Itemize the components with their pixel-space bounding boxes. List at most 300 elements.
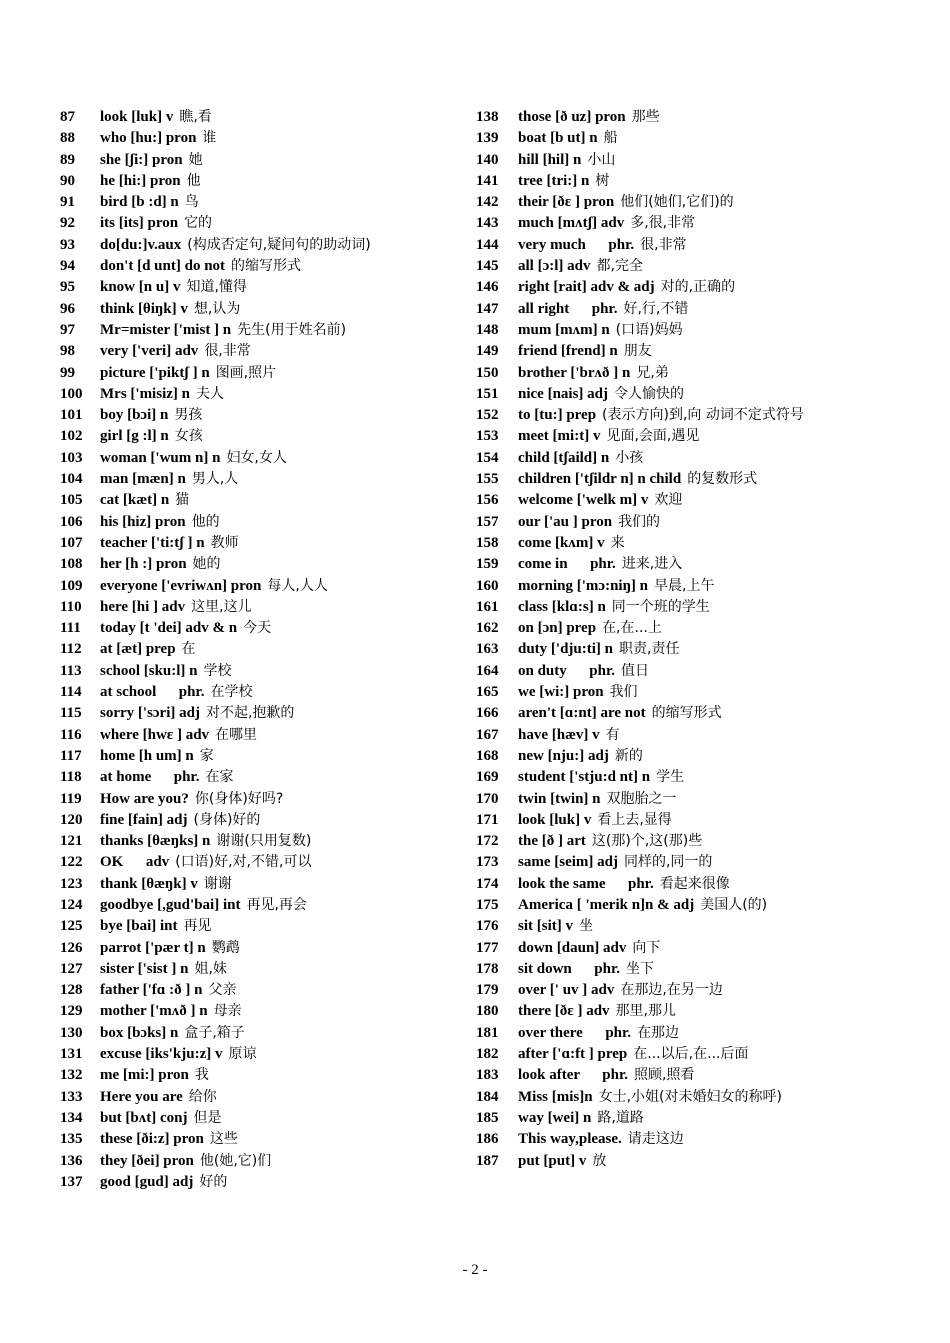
entry-meaning: 盒子,箱子 [184,1024,245,1041]
entry-number: 94 [60,258,75,275]
entry-meaning: 女孩 [174,428,203,445]
entry-number: 137 [60,1173,83,1190]
entry-word: America [ 'merik n]n & adj [518,896,695,913]
entry-word: today [t 'dei] adv & n [100,620,238,637]
entry-meaning: 的缩写形式 [651,705,722,722]
entry-meaning: 对不起,抱歉的 [205,705,295,722]
entry-word: sorry ['sɔri] adj [100,705,200,722]
entry-word: these [ði:z] pron [100,1131,204,1148]
entry-number: 133 [60,1088,83,1105]
entry-number: 181 [476,1024,499,1041]
entry-meaning: 同样的,同一的 [623,854,713,871]
entry-number: 186 [476,1131,499,1148]
entry-meaning: 在学校 [210,684,253,701]
entry-number: 115 [60,705,82,722]
entry-number: 149 [476,343,499,360]
entry-meaning: 很,非常 [640,236,687,253]
entry-number: 113 [60,662,82,679]
entry-word: right [rait] adv & adj [518,279,655,296]
vocab-entry [476,192,916,213]
entry-number: 157 [476,513,499,530]
entry-word: OK adv [100,854,170,871]
entry-meaning: 谁 [202,130,217,147]
entry-number: 152 [476,407,499,424]
entry-meaning: 欢迎 [654,492,683,509]
entry-word: they [ðei] pron [100,1152,194,1169]
entry-word: cat [kæt] n [100,492,170,509]
right-column [476,107,916,1172]
entry-meaning: 兄,弟 [636,364,669,381]
entry-number: 177 [476,939,499,956]
entry-meaning: 请走这边 [627,1131,684,1148]
vocab-entry [476,128,916,149]
entry-word: me [mi:] pron [100,1067,189,1084]
entry-meaning: 他 [186,172,201,189]
vocab-entry [60,469,460,490]
vocab-entry [476,256,916,277]
vocab-entry [476,767,916,788]
entry-meaning: 在...以后,在...后面 [633,1046,749,1063]
vocab-entry [60,895,460,916]
entry-meaning: 同一个班的学生 [611,598,710,615]
vocab-entry [476,661,916,682]
vocab-entry [60,767,460,788]
entry-number: 175 [476,896,499,913]
entry-number: 148 [476,321,499,338]
entry-meaning: 路,道路 [597,1109,644,1126]
entry-number: 88 [60,130,75,147]
entry-number: 106 [60,513,83,530]
entry-meaning: 好的 [199,1173,228,1190]
entry-meaning: (口语)妈妈 [615,321,683,338]
entry-word: fine [fain] adj [100,811,188,828]
entry-word: home [h um] n [100,747,194,764]
vocab-entry [476,469,916,490]
vocab-entry [476,938,916,959]
entry-word: her [h :] pron [100,556,187,573]
entry-meaning: 看上去,显得 [597,811,672,828]
vocab-entry [476,150,916,171]
vocab-entry [60,576,460,597]
entry-number: 159 [476,556,499,573]
entry-number: 172 [476,833,499,850]
vocab-entry [60,448,460,469]
vocab-entry [476,213,916,234]
entry-number: 104 [60,471,83,488]
entry-meaning: 在那边 [637,1024,680,1041]
entry-meaning: 好,行,不错 [623,300,689,317]
entry-meaning: 很,非常 [204,343,251,360]
entry-number: 125 [60,918,83,935]
entry-word: goodbye [,gud'bai] int [100,896,241,913]
entry-meaning: 教师 [210,534,239,551]
entry-meaning: 值日 [621,662,649,679]
entry-meaning: 美国人(的) [700,896,768,913]
entry-number: 96 [60,300,75,317]
entry-word: do[du:]v.aux [100,236,182,253]
entry-word: picture ['piktʃ ] n [100,364,210,381]
entry-word: twin [twin] n [518,790,601,807]
entry-word: father ['fɑ :ð ] n [100,982,203,999]
entry-meaning: 男孩 [174,407,203,424]
vocab-entry [476,576,916,597]
entry-word: where [hwɛ ] adv [100,726,210,743]
vocab-entry [60,1108,460,1129]
vocab-entry [476,277,916,298]
entry-number: 180 [476,1003,499,1020]
vocab-entry [60,980,460,1001]
vocab-entry [60,1065,460,1086]
entry-number: 178 [476,960,499,977]
entry-meaning: 的缩写形式 [231,258,302,275]
vocab-entry [476,554,916,575]
entry-meaning: 女士,小姐(对未婚妇女的称呼) [598,1088,782,1105]
entry-word: Here you are [100,1088,183,1105]
entry-number: 124 [60,896,83,913]
entry-number: 174 [476,875,499,892]
entry-number: 118 [60,769,82,786]
vocab-entry [476,384,916,405]
vocab-entry [476,703,916,724]
vocab-entry [60,746,460,767]
entry-meaning: 瞧,看 [179,109,212,125]
vocab-entry [60,363,460,384]
vocab-entry [476,235,916,256]
entry-word: bye [bai] int [100,918,178,935]
entry-word: class [klɑ:s] n [518,598,606,615]
vocab-entry [60,107,460,128]
vocab-entry [476,639,916,660]
entry-meaning: 这(那)个,这(那)些 [591,833,703,850]
entry-word: boy [bɔi] n [100,407,169,424]
entry-number: 169 [476,769,499,786]
entry-number: 173 [476,854,499,871]
entry-number: 154 [476,449,499,466]
entry-meaning: 小孩 [615,449,644,466]
vocab-entry [60,1087,460,1108]
entry-number: 108 [60,556,83,573]
entry-word: box [bɔks] n [100,1024,179,1041]
entry-number: 165 [476,684,499,701]
entry-number: 119 [60,790,82,807]
vocab-entry [476,1129,916,1150]
vocab-entry [476,831,916,852]
entry-number: 92 [60,215,75,232]
vocab-entry [60,725,460,746]
entry-word: don't [d unt] do not [100,258,226,275]
vocab-entry [476,299,916,320]
entry-meaning: 它的 [184,215,213,232]
entry-number: 151 [476,385,499,402]
entry-word: look [luk] v [518,811,592,828]
entry-meaning: 你(身体)好吗? [194,790,284,807]
entry-meaning: 照顾,照看 [634,1067,695,1084]
entry-meaning: 那些 [631,109,660,125]
vocab-entry [476,959,916,980]
entry-meaning: 多,很,非常 [630,215,696,232]
vocab-entry [476,597,916,618]
vocab-entry [60,682,460,703]
entry-meaning: 但是 [193,1109,222,1126]
entry-word: way [wei] n [518,1109,592,1126]
entry-number: 98 [60,343,75,360]
entry-word: friend [frend] n [518,343,618,360]
entry-word: its [its] pron [100,215,179,232]
entry-word: welcome ['welk m] v [518,492,649,509]
entry-number: 89 [60,151,75,168]
entry-word: same [seim] adj [518,854,618,871]
entry-word: down [daun] adv [518,939,627,956]
entry-number: 93 [60,236,75,253]
entry-word: teacher ['ti:tʃ ] n [100,534,205,551]
entry-word: duty ['dju:ti] n [518,641,614,658]
entry-meaning: 他(她,它)们 [199,1152,272,1169]
entry-word: have [hæv] v [518,726,600,743]
entry-word: come in phr. [518,556,616,573]
entry-number: 131 [60,1046,83,1063]
entry-number: 121 [60,833,83,850]
entry-word: on duty phr. [518,662,615,679]
entry-number: 100 [60,385,83,402]
entry-word: mum [mʌm] n [518,321,610,338]
vocab-entry [476,682,916,703]
entry-meaning: 朋友 [623,343,652,360]
entry-number: 139 [476,130,499,147]
entry-number: 179 [476,982,499,999]
vocab-entry [476,852,916,873]
vocab-entry [60,1151,460,1172]
entry-meaning: 学生 [656,769,685,786]
entry-meaning: (表示方向)到,向 动词不定式符号 [602,407,804,424]
vocab-entry [60,1001,460,1022]
entry-number: 114 [60,684,82,701]
entry-word: much [mʌtʃ] adv [518,215,625,232]
entry-word: very much phr. [518,236,635,253]
entry-meaning: 鹦鹉 [211,939,240,956]
entry-word: think [θiŋk] v [100,300,188,317]
entry-word: after ['ɑ:ft ] prep [518,1046,628,1063]
entry-word: mother ['mʌð ] n [100,1003,208,1020]
entry-meaning: 每人,人人 [267,577,328,594]
entry-meaning: 树 [595,172,610,189]
vocab-entry [60,916,460,937]
entry-meaning: 这些 [209,1131,238,1148]
entry-word: tree [tri:] n [518,172,590,189]
vocab-entry [476,512,916,533]
vocab-entry [60,426,460,447]
entry-meaning: 新的 [614,747,643,764]
entry-number: 171 [476,811,499,828]
entry-word: brother ['brʌð ] n [518,364,631,381]
entry-number: 150 [476,364,499,381]
entry-number: 144 [476,236,499,253]
entry-number: 109 [60,577,83,594]
entry-meaning: 今天 [243,620,272,637]
entry-meaning: 来 [610,534,625,551]
vocab-entry [476,341,916,362]
entry-number: 187 [476,1152,499,1169]
entry-number: 166 [476,705,499,722]
entry-number: 158 [476,534,499,551]
entry-meaning: 姐,妹 [194,960,227,977]
entry-meaning: 坐 [579,918,593,935]
entry-meaning: (口语)好,对,不错,可以 [175,854,312,871]
entry-word: thanks [θæŋks] n [100,833,211,850]
entry-word: look after phr. [518,1067,629,1084]
vocab-entry [476,426,916,447]
vocab-entry [60,192,460,213]
vocab-entry [60,128,460,149]
vocab-entry [476,533,916,554]
entry-number: 122 [60,854,83,871]
vocab-entry [60,299,460,320]
entry-number: 135 [60,1131,83,1148]
entry-word: everyone ['evriwʌn] pron [100,577,262,594]
entry-word: at [æt] prep [100,641,176,658]
entry-number: 129 [60,1003,83,1020]
entry-word: all [ɔ:l] adv [518,258,591,275]
entry-word: parrot ['pær t] n [100,939,206,956]
vocab-entry [476,746,916,767]
entry-number: 127 [60,960,83,977]
entry-meaning: 他的 [191,513,220,530]
entry-number: 182 [476,1046,499,1063]
entry-word: very ['veri] adv [100,343,199,360]
entry-number: 141 [476,172,499,189]
entry-number: 95 [60,279,75,296]
entry-meaning: 向下 [632,939,661,956]
entry-word: sit down phr. [518,960,620,977]
entry-word: girl [g :l] n [100,428,169,445]
entry-meaning: 学校 [203,662,232,679]
entry-meaning: 先生(用于姓名前) [237,321,347,338]
vocab-entry [60,405,460,426]
entry-meaning: 再见,再会 [246,896,307,913]
entry-word: children ['tʃildr n] n child [518,471,682,488]
entry-number: 111 [60,620,81,637]
vocab-entry [60,490,460,511]
entry-number: 142 [476,194,499,211]
entry-meaning: 夫人 [195,385,224,402]
entry-meaning: 在,在...上 [602,620,662,637]
entry-meaning: 想,认为 [193,300,241,317]
entry-meaning: 坐下 [625,960,654,977]
vocab-entry [60,789,460,810]
entry-meaning: 他们(她们,它们)的 [620,194,734,211]
entry-number: 117 [60,747,82,764]
entry-meaning: (身体)好的 [193,811,261,828]
entry-word: our ['au ] pron [518,513,613,530]
entry-word: bird [b :d] n [100,194,179,211]
entry-number: 99 [60,364,75,381]
vocab-entry [60,874,460,895]
vocab-entry [60,554,460,575]
entry-word: nice [nais] adj [518,385,608,402]
entry-word: at home phr. [100,769,200,786]
entry-word: sister ['sist ] n [100,960,189,977]
entry-number: 132 [60,1067,83,1084]
entry-word: come [kʌm] v [518,534,605,551]
entry-meaning: 我们 [609,684,638,701]
vocab-entry [476,789,916,810]
entry-word: child [tʃaild] n [518,449,610,466]
entry-meaning: 谢谢 [203,875,232,892]
entry-word: to [tu:] prep [518,407,597,424]
entry-word: boat [b ut] n [518,130,598,147]
entry-word: on [ɔn] prep [518,620,597,637]
entry-number: 134 [60,1109,83,1126]
entry-number: 164 [476,662,499,679]
vocab-entry [476,171,916,192]
entry-word: student ['stju:d nt] n [518,769,651,786]
vocab-entry [60,1172,460,1193]
vocab-entry [60,852,460,873]
vocab-entry [476,980,916,1001]
entry-meaning: 令人愉快的 [614,385,684,402]
entry-word: Miss [mis]n [518,1088,593,1105]
entry-meaning: 早晨,上午 [654,577,715,594]
entry-number: 143 [476,215,499,232]
entry-meaning: 知道,懂得 [186,279,247,296]
left-column [60,107,460,1193]
entry-word: who [hu:] pron [100,130,197,147]
entry-number: 156 [476,492,499,509]
entry-meaning: 有 [605,726,620,743]
entry-meaning: 在家 [205,769,234,786]
vocab-entry [60,533,460,554]
entry-number: 107 [60,534,83,551]
vocab-entry [60,1023,460,1044]
entry-number: 153 [476,428,499,445]
entry-number: 136 [60,1152,83,1169]
entry-word: morning ['mɔ:niŋ] n [518,577,649,594]
page-number: - 2 - [462,1262,488,1278]
entry-number: 155 [476,471,499,488]
entry-word: know [n u] v [100,279,181,296]
entry-number: 102 [60,428,83,445]
entry-meaning: 父亲 [208,982,237,999]
entry-meaning: 船 [603,130,618,147]
entry-number: 91 [60,194,75,211]
entry-number: 185 [476,1109,499,1126]
entry-meaning: 给你 [188,1088,217,1105]
entry-word: sit [sit] v [518,918,573,935]
vocab-entry [476,1023,916,1044]
entry-meaning: 在哪里 [215,726,258,743]
entry-meaning: 男人,人 [191,471,239,488]
entry-number: 87 [60,109,75,125]
entry-meaning: 鸟 [184,194,199,211]
entry-meaning: 对的,正确的 [660,279,736,296]
vocab-entry [60,639,460,660]
vocab-entry [60,959,460,980]
entry-word: new [nju:] adj [518,747,609,764]
entry-meaning: 猫 [175,492,190,509]
vocab-entry [60,235,460,256]
entry-number: 126 [60,939,83,956]
vocab-entry [476,363,916,384]
vocab-entry [476,874,916,895]
entry-number: 97 [60,321,75,338]
vocab-entry [60,810,460,831]
entry-number: 105 [60,492,83,509]
entry-meaning: 她 [188,151,203,168]
entry-word: man [mæn] n [100,471,186,488]
vocab-entry [476,1065,916,1086]
entry-word: meet [mi:t] v [518,428,601,445]
entry-number: 101 [60,407,83,424]
vocab-entry [60,597,460,618]
